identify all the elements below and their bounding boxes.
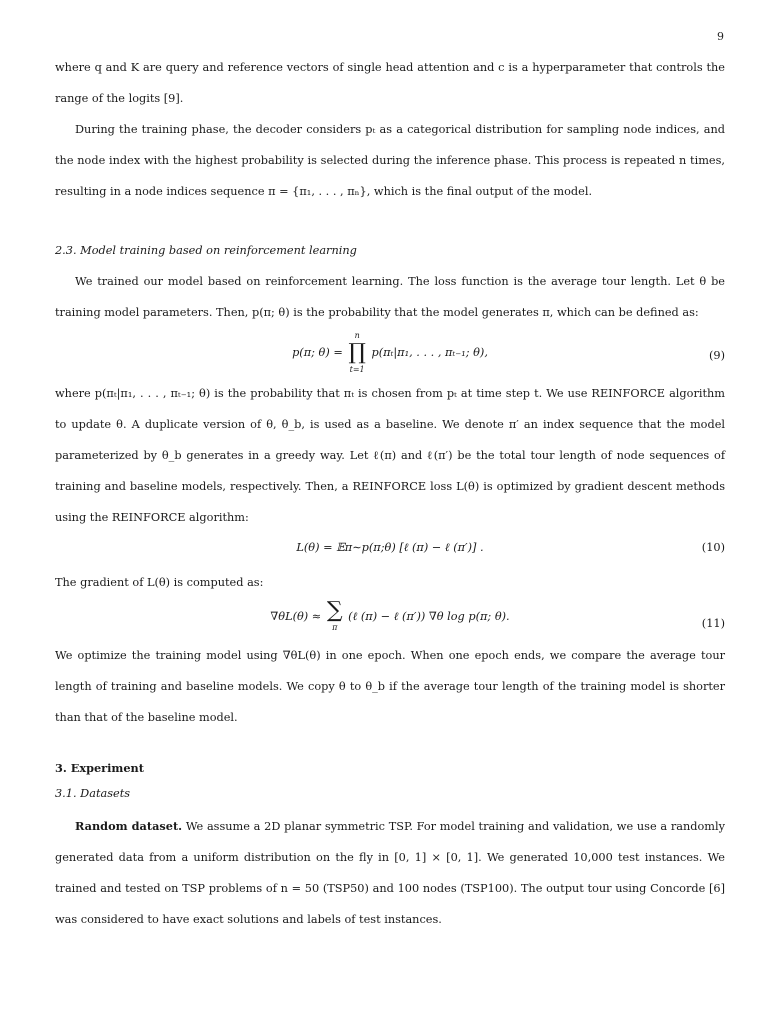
random-dataset-lead: Random dataset. (75, 819, 183, 833)
equation-10 (55, 533, 725, 567)
equation-9 (55, 328, 725, 378)
section-title-experiment: 3. Experiment (55, 761, 144, 775)
equation-11 (55, 598, 725, 640)
equation-9-body (55, 330, 725, 376)
equation-number-9: (9) (708, 349, 725, 362)
equation-9-lhs: p(π; θ) = (292, 346, 343, 359)
spacer (55, 207, 725, 235)
equation-10-body: L(θ) = 𝔼π∼p(π;θ) [ℓ (π) − ℓ (π′)] . (296, 541, 484, 554)
equation-number-10: (10) (701, 541, 725, 554)
paragraph-reinforce-loss: where p(πₜ|π₁, . . . , πₜ₋₁; θ) is the probability that πₜ is chosen from pₜ at time step t. We use REINFORCE algorithm to update θ. A duplicate version of θ, θ_b, is used as a baseline. We denote π′ an index sequence that the model parameterized by θ_b generates in a greedy way. Let ℓ(π) and ℓ(π′) be the total tour length of node sequences of training and baseline models, respectively. Then, a REINFORCE loss L(θ) is optimized by gradient descent methods using the REINFORCE algorithm: (55, 387, 725, 524)
random-dataset-text: We assume a 2D planar symmetric TSP. For model training and validation, we use a randomly generated data from a uniform distribution on the fly in [0, 1] × [0, 1]. We generated 10,000 test instances. We trained and tested on TSP problems of n = 50 (TSP50) and 100 nodes (TSP100). The output tour using Concorde [6] was considered to have exact solutions and labels of test instances. (55, 820, 725, 926)
equation-11-body (55, 600, 725, 634)
spacer (55, 733, 725, 753)
sum-lower-limit: π (332, 623, 338, 632)
equation-11-lhs: ∇θL(θ) ≈ (270, 610, 322, 623)
paragraph-gradient-intro: The gradient of L(θ) is computed as: (55, 576, 264, 589)
paragraph-random-dataset (55, 811, 725, 935)
page-number: 9 (717, 30, 724, 43)
equation-number-11: (11) (701, 617, 725, 630)
product-lower-limit: t=1 (349, 365, 365, 374)
subsection-title-datasets: 3.1. Datasets (55, 787, 131, 800)
product-upper-limit: n (354, 331, 360, 340)
sum-symbol: ∑ (326, 598, 343, 623)
subsection-title-model-training: 2.3. Model training based on reinforcement learning (55, 244, 357, 257)
product-operator (348, 330, 366, 376)
equation-11-rhs: (ℓ (π) − ℓ (π′)) ∇θ log p(π; θ). (348, 610, 510, 623)
paragraph-decoder-sampling: During the training phase, the decoder considers pₜ as a categorical distribution for sampling node indices, and the node index with the highest probability is selected during the inference phase. This process is repeated n times, resulting in a node indices sequence π = {π₁, . . . , πₙ}, which is the final output of the model. (55, 123, 725, 198)
paragraph-reinforcement-learning: We trained our model based on reinforcement learning. The loss function is the average tour length. Let θ be training model parameters. Then, p(π; θ) is the probability that the model generates π, which can be defined as: (55, 275, 725, 319)
sum-operator (327, 600, 343, 634)
paragraph-attention-logits: where q and K are query and reference vectors of single head attention and c is a hyperparameter that controls the range of the logits [9]. (55, 61, 725, 105)
page-content (55, 52, 725, 935)
product-symbol: ∏ (348, 340, 366, 365)
equation-9-rhs: p(πₜ|π₁, . . . , πₜ₋₁; θ), (371, 346, 488, 359)
paragraph-epoch-update: We optimize the training model using ∇θL(θ) in one epoch. When one epoch ends, we compare the average tour length of training and baseline models. We copy θ to θ_b if the average tour length of the training model is shorter than that of the baseline model. (55, 649, 725, 724)
